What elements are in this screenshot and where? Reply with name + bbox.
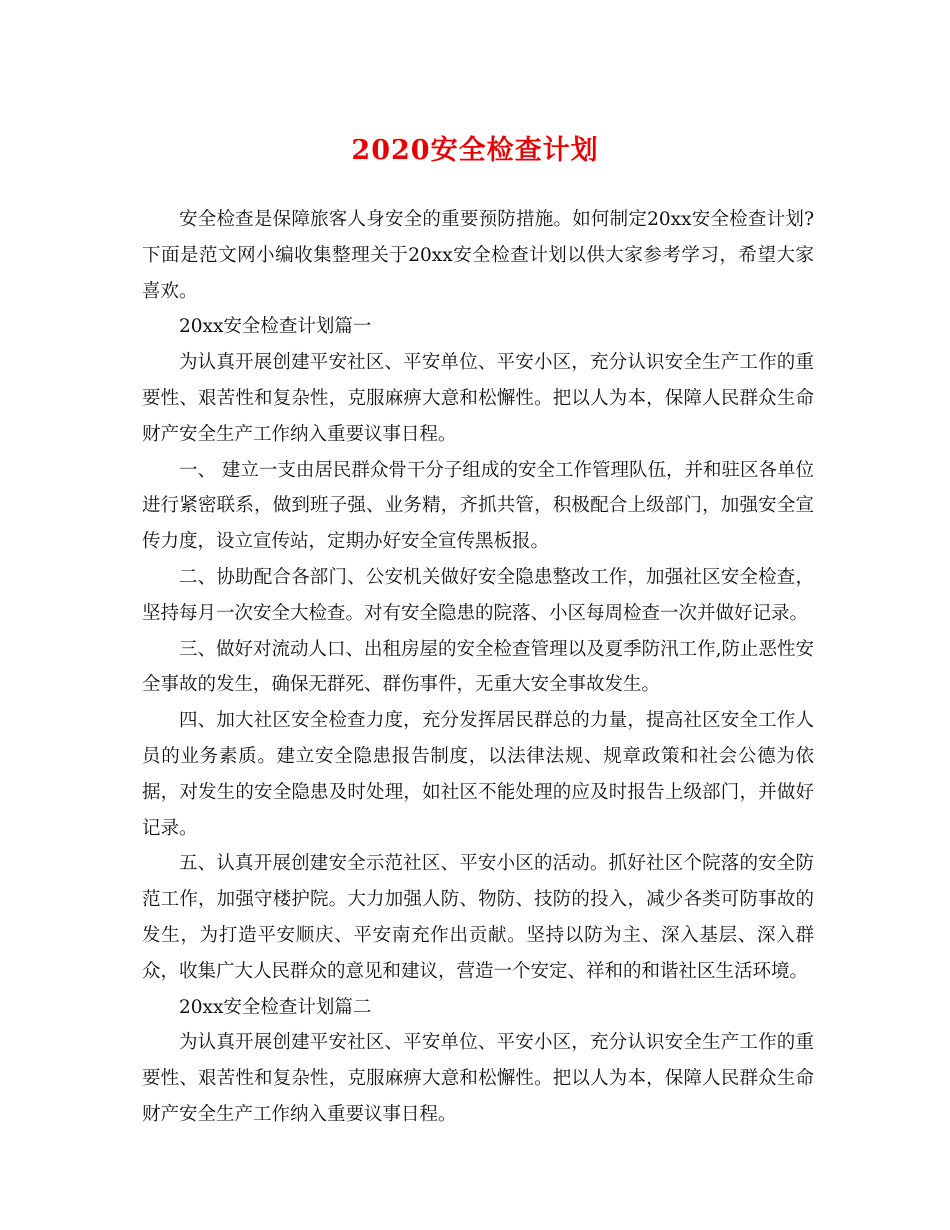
item-5-paragraph: 五、认真开展创建安全示范社区、平安小区的活动。抓好社区个院落的安全防范工作，加强守楼护院。大力加强人防、物防、技防的投入，减少各类可防事故的发生，为打造平安顺庆、平安南充作出贡献。坚持以防为主、深入基层、深入群众，收集广大人民群众的意见和建议，营造一个安定、祥和的和谐社区生活环境。 (142, 853, 814, 982)
item-2-paragraph: 二、协助配合各部门、公安机关做好安全隐患整改工作，加强社区安全检查，坚持每月一次安全大检查。对有安全隐患的院落、小区每周检查一次并做好记录。 (142, 566, 814, 624)
item-4-paragraph: 四、加大社区安全检查力度，充分发挥居民群总的力量，提高社区安全工作人员的业务素质。建立安全隐患报告制度，以法律法规、规章政策和社会公德为依据，对发生的安全隐患及时处理，如社区不能处理的应及时报告上级部门，并做好记录。 (142, 710, 814, 839)
intro-paragraph: 安全检查是保障旅客人身安全的重要预防措施。如何制定20xx安全检查计划?下面是范文网小编收集整理关于20xx安全检查计划以供大家参考学习，希望大家喜欢。 (142, 209, 814, 302)
document-body (142, 202, 814, 1133)
section-heading-1: 20xx安全检查计划篇一 (179, 316, 372, 338)
item-1-paragraph: 一、 建立一支由居民群众骨干分子组成的安全工作管理队伍，并和驻区各单位进行紧密联系，做到班子强、业务精，齐抓共管，积极配合上级部门，加强安全宣传力度，设立宣传站，定期办好安全宣传黑板报。 (142, 459, 814, 553)
section-1-intro-paragraph: 为认真开展创建平安社区、平安单位、平安小区，充分认识安全生产工作的重要性、艰苦性和复杂性，克服麻痹大意和松懈性。把以人为本，保障人民群众生命财产安全生产工作纳入重要议事日程。 (142, 352, 814, 445)
section-heading-2: 20xx安全检查计划篇二 (179, 996, 372, 1018)
document-title: 2020安全检查计划 (351, 135, 599, 166)
item-3-paragraph: 三、做好对流动人口、出租房屋的安全检查管理以及夏季防汛工作,防止恶性安全事故的发生，确保无群死、群伤事件，无重大安全事故发生。 (142, 638, 814, 696)
section-2-intro-paragraph: 为认真开展创建平安社区、平安单位、平安小区，充分认识安全生产工作的重要性、艰苦性和复杂性，克服麻痹大意和松懈性。把以人为本，保障人民群众生命财产安全生产工作纳入重要议事日程。 (142, 1032, 814, 1125)
